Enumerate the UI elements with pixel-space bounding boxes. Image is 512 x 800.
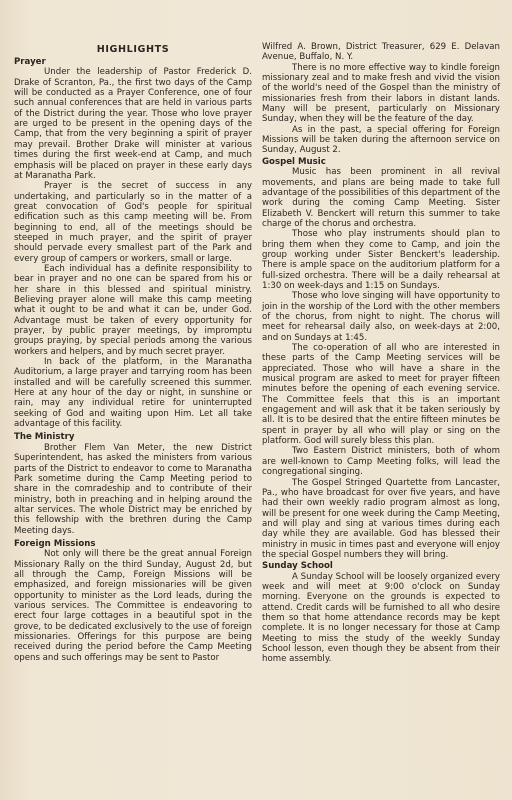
right-column [262,42,500,665]
article-columns [14,44,500,665]
paragraph: Those who love singing will have opportunity to join in the worship of the Lord with the other members of the chorus, from night to night. The chorus will meet for rehearsal daily also, on week-days at 2:00, and on Sundays at 1:45. [262,291,500,343]
paragraph: Music has been prominent in all revival movements, and plans are being made to take full advantage of the possibilities of this department of the work during the coming Camp Meeting. Sister Elizabeth V. Benckert will return this summer to take charge of the chorus and orchestra. [262,167,500,229]
section-title-prayer: Prayer [14,57,46,67]
page-heading: HIGHLIGHTS [96,44,170,55]
paragraph: A Sunday School will be loosely organized every week and will meet at 9:00 o'clock on Sunday morning. Everyone on the grounds is expected to attend. Credit cards will be furnished to all who desire them so that home attendance records may be kept complete. It is no longer necessary for those at Camp Meeting to miss the study of the weekly Sunday School lesson, even though they be absent from their home assembly. [262,571,500,665]
paragraph: Not only will there be the great annual Foreign Missionary Rally on the third Sunday, August 2d, but all through the Camp, Foreign Missions will be emphasized, and foreign missionaries will be given opportunity to minister as the Lord leads, during the various services. The Committee is endeavoring to erect four large cottages in a beautiful spot in the grove, to be dedicated exclusively to the use of foreign missionaries. Offerings for this purpose are being received during the period before the Camp Meeting opens and such offerings may be sent to Pastor [14,549,252,663]
paragraph: The Gospel Stringed Quartette from Lancaster, Pa., who have broadcast for over five years, and have had their own weekly radio program almost as long, will be present for one week during the Camp Meeting, and will play and sing at various times during each day while they are available. God has blessed their ministry in music in times past and everyone will enjoy the special Gospel numbers they will bring. [262,477,500,560]
paragraph: The co-operation of all who are interested in these parts of the Camp Meeting services will be appreciated. Those who will have a share in the musical program are asked to meet for prayer fifteen minutes before the opening of each evening service. The Committee feels that this is an important engagement and will ask that it be taken seriously by all. It is to be desired that the entire fifteen minutes be spent in prayer by all who will play or sing on the platform. God will surely bless this plan. [262,343,500,447]
section-title-gospel-music: Gospel Music [262,156,326,167]
left-column [14,44,252,665]
paragraph: Those who play instruments should plan to bring them when they come to Camp, and join the group working under Sister Benckert's leadership. There is ample space on the auditorium platform for a full-sized orchestra. There will be a daily rehearsal at 1:30 on week-days and 1:15 on Sundays. [262,229,500,291]
paragraph: Two Eastern District ministers, both of whom are well-known to Camp Meeting folks, will lead the congregational singing. [262,446,500,478]
paragraph: Brother Flem Van Meter, the new District Superintendent, has asked the ministers from various parts of the District to endeavor to come to Maranatha Park sometime during the Camp Meeting period to share in the comradeship and to contribute of their ministry, both in preaching and in helping around the altar services. The whole District may be enriched by this fellowship with the brethren during the Camp Meeting days. [14,442,252,536]
paragraph: Each individual has a definite responsibility to bear in prayer and no one can be spared from his or her share in this blessed and spiritual ministry. Believing prayer alone will make this camp meeting what it ought to be and what it can be, under God. Advantage must be taken of every opportunity for prayer, by public prayer meetings, by impromptu groups praying, by special periods among the various workers and helpers, and by much secret prayer. [14,263,252,357]
section-title-foreign-missions: Foreign Missions [14,538,96,549]
paragraph: As in the past, a special offering for Foreign Missions will be taken during the afternoon service on Sunday, August 2. [262,124,500,156]
paragraph: Under the leadership of Pastor Frederick D. Drake of Scranton, Pa., the first two days of the Camp will be conducted as a Prayer Conference, one of four such annual conferences that are held in various parts of the District during the year. Those who love prayer are urged to be present in the opening days of the Camp, that from the very beginning a spirit of prayer may prevail. Brother Drake will minister at various times during the first week-end at Camp, and much emphasis will be placed on prayer in these early days at Maranatha Park. [14,67,252,181]
section-title-ministry: The Ministry [14,432,75,443]
paragraph: There is no more effective way to kindle foreign missionary zeal and to make fresh and vivid the vision of the world's need of the Gospel than the ministry of missionaries fresh from their labors in distant lands. Many will be present, particularly on Missionary Sunday, when they will be the feature of the day. [262,62,500,125]
paragraph: Prayer is the secret of success in any undertaking, and particularly so in the matter of a great convocation of God's people for spiritual edification such as this camp meeting will be. From beginning to end, all of the meetings should be steeped in much prayer, and the spirit of prayer should pervade every smallest part of the Park and every group of campers or workers, small or large. [14,181,252,264]
paragraph-continued: Wilfred A. Brown, District Treasurer, 629 E. Delavan Avenue, Buffalo, N. Y. [262,42,500,63]
section-title-sunday-school: Sunday School [262,561,333,572]
paragraph: In back of the platform, in the Maranatha Auditorium, a large prayer and tarrying room has been installed and will be carefully screened this summer. Here at any hour of the day or night, in sunshine or rain, may any individual retire for uninterrupted seeking of God and waiting upon Him. Let all take advantage of this facility. [14,357,252,430]
